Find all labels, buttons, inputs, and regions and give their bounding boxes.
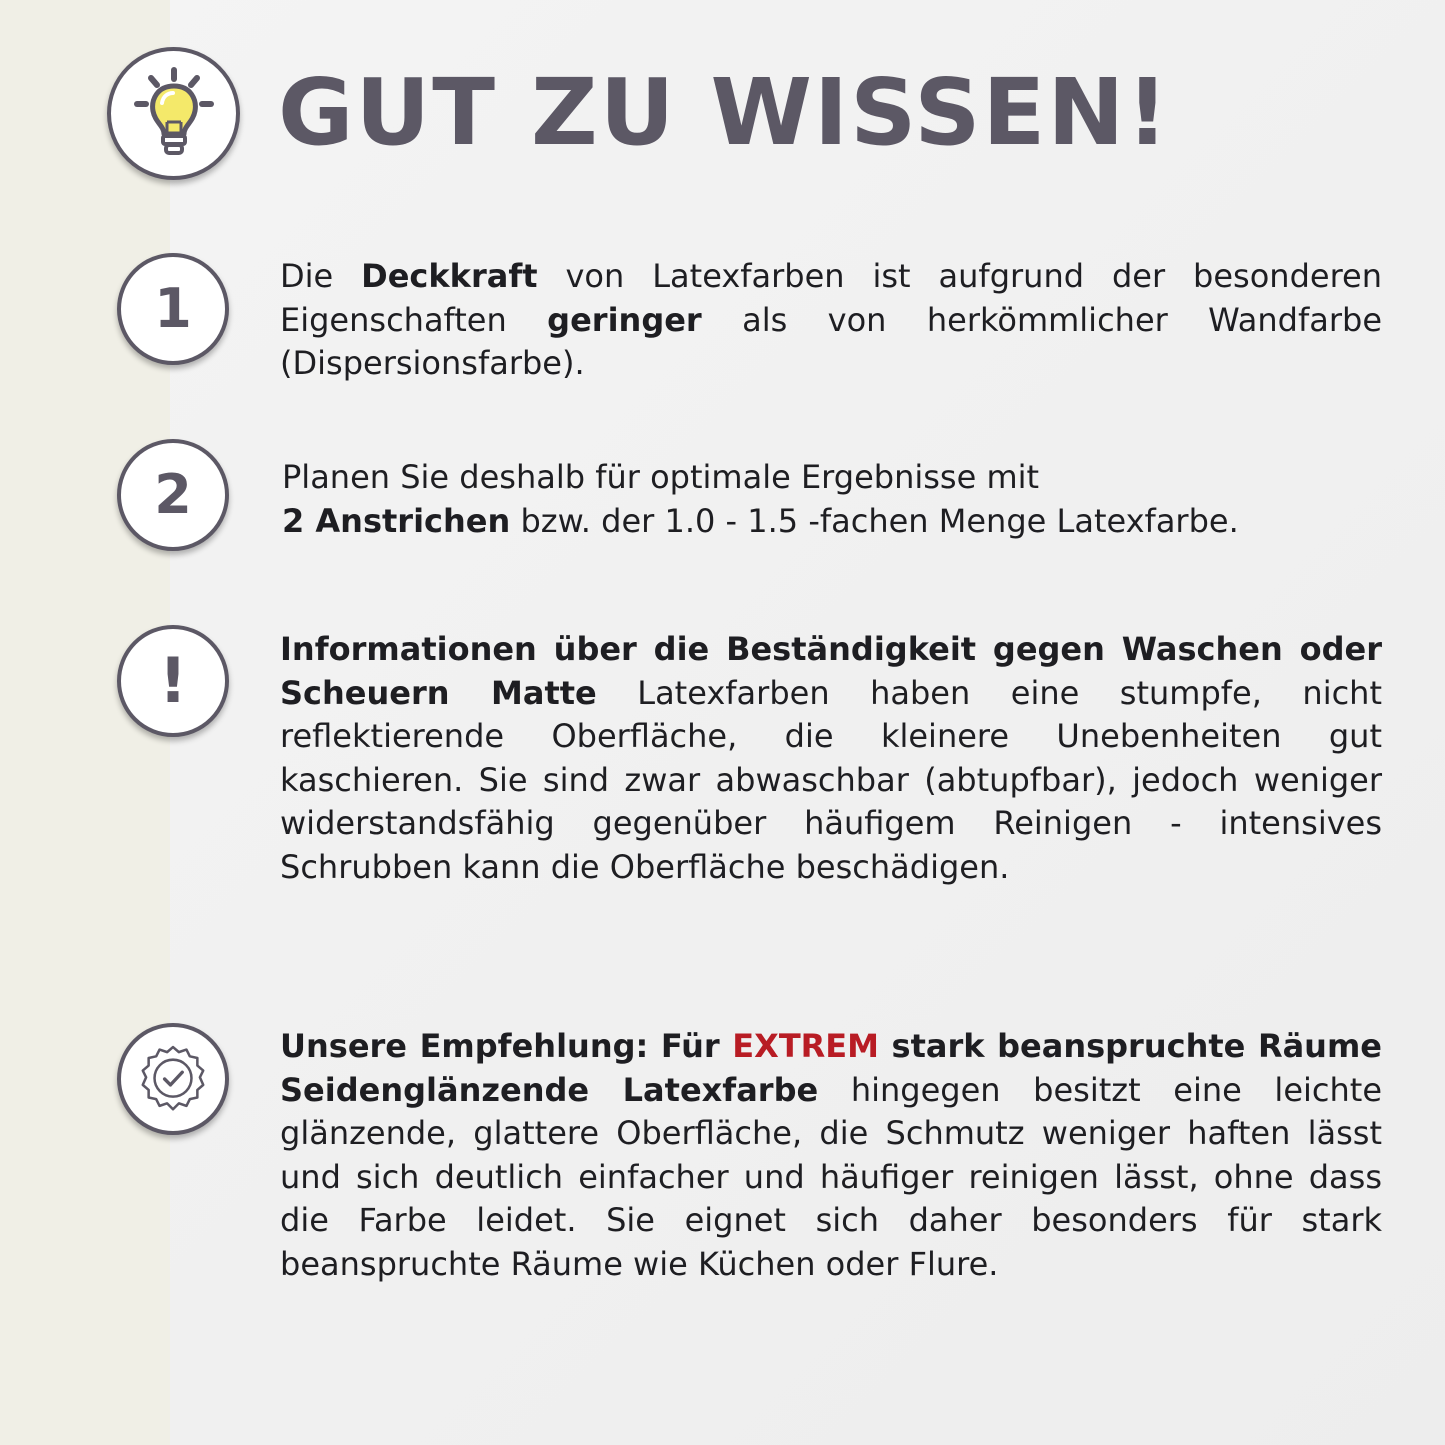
warning-text-body: Latexfarben haben eine stumpfe, nicht reflektierende Oberfläche, die kleinere Unebenheiten gut kaschieren. Sie sind zwar abwaschbar (abtupfbar), jedoch weniger widerstandsfähig gegenüber häufigem Reinigen - intensives Schrubben kann die Oberfläche beschädigen.: [280, 673, 1383, 886]
recommendation-text-body: hingegen besitzt eine leichte glänzende, glattere Oberfläche, die Schmutz weniger haften lässt und sich deutlich einfacher und häufiger reinigen lässt, ohne dass die Farbe leidet. Sie eignet sich daher besonders für stark beanspruchte Räume wie Küchen oder Flure.: [280, 1070, 1383, 1283]
lightbulb-icon: [124, 64, 224, 164]
warning-bold-heading: Informationen über die Beständigkeit gegen Waschen oder Scheuern Matte: [280, 630, 1382, 712]
extrem-highlight: EXTREM: [732, 1027, 879, 1065]
exclamation-icon: !: [158, 644, 188, 717]
page-title: GUT ZU WISSEN!: [278, 59, 1171, 166]
step-1-text-part: Die: [280, 257, 362, 295]
step-1-badge: [117, 253, 229, 365]
step-1-number: 1: [154, 277, 192, 340]
warning-text: [280, 628, 1382, 889]
recommendation-badge: [117, 1023, 229, 1135]
lightbulb-badge: [107, 47, 240, 180]
step-2-text-part: bzw. der 1.0 - 1.5 -fachen Menge Latexfarbe.: [510, 501, 1239, 540]
recommendation-text: [280, 1025, 1382, 1286]
step-1-bold-deckkraft: Deckkraft: [361, 257, 538, 295]
step-1-text: [280, 255, 1382, 386]
step-1-text-part: als von herkömmlicher Wandfarbe (Dispersionsfarbe).: [280, 300, 1383, 382]
step-2-badge: [117, 439, 229, 551]
step-1-text-part: von Latexfarben ist aufgrund der besonderen Eigenschaften: [280, 257, 1383, 339]
step-1-bold-geringer: geringer: [547, 300, 702, 339]
step-2-text: [282, 456, 1384, 543]
recommendation-bold-tail: stark beanspruchte Räume Seidenglänzende Latexfarbe: [280, 1027, 1382, 1109]
step-2-text-line1: Planen Sie deshalb für optimale Ergebnisse mit: [282, 458, 1040, 496]
step-2-bold-anstrichen: 2 Anstrichen: [282, 501, 511, 540]
recommendation-bold-lead: Unsere Empfehlung: Für: [280, 1027, 733, 1065]
warning-badge: [117, 625, 229, 737]
seal-check-icon: [131, 1037, 215, 1121]
step-2-number: 2: [154, 463, 192, 526]
